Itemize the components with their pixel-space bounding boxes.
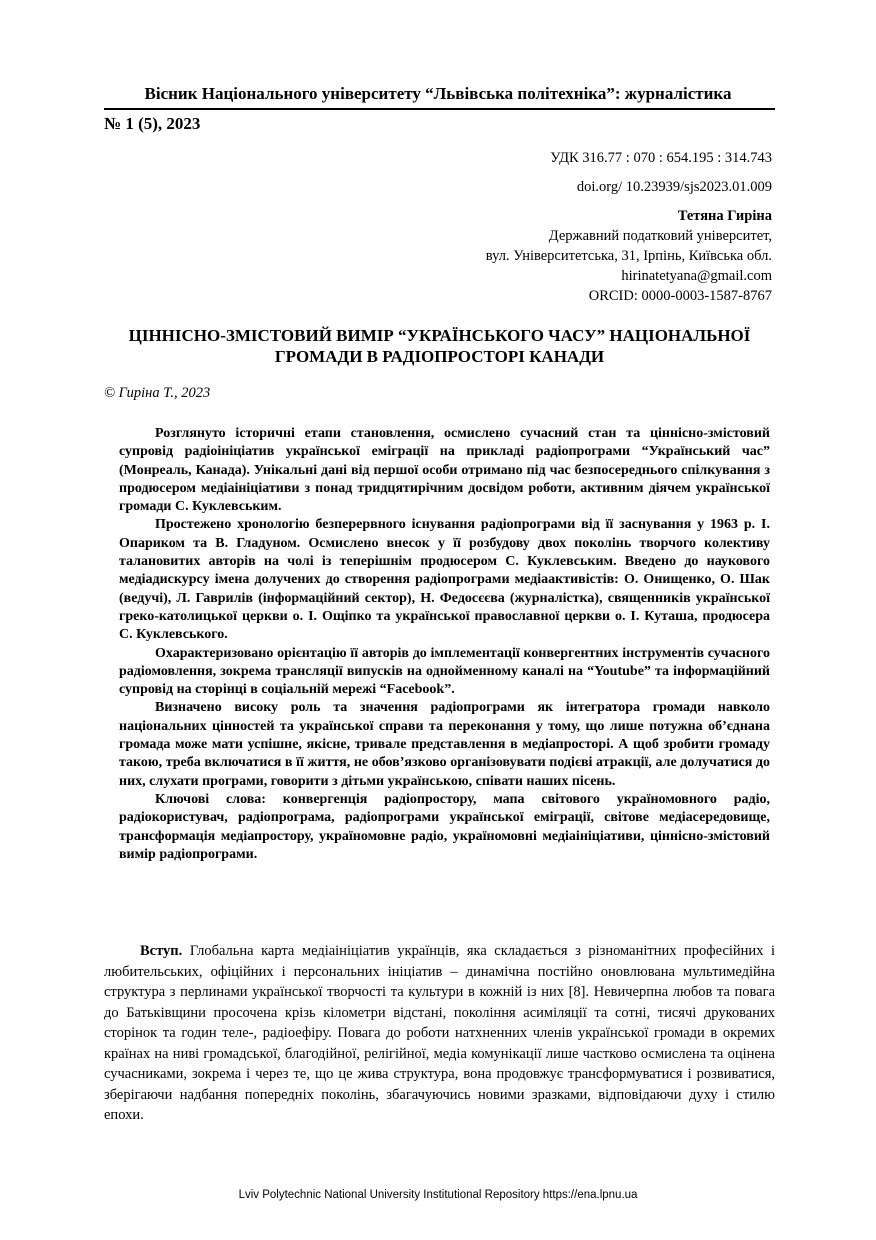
intro-label: Вступ. — [140, 943, 183, 959]
abstract-paragraph: Простежено хронологію безперервного існування радіопрограми від її заснування у 1963 р. І. Опариком та В. Гладуном. Осмислено внесок у її розбудову двох поколінь творчого колективу талановитих авторів на чолі із теперішнім продюсером С. Куклевським. Введено до наукового медіадискурсу імена долучених до створення радіопрограми медіаактивістів: О. Онищенко, О. Шак (ведучі), Л. Гаврилів (інформаційний сектор), Н. Федосєєва (журналістка), священників української греко-католицької церкви о. І. Ощіпко та української православної церкви о. І. Куташа, продюсера С. Куклевського. — [119, 517, 770, 643]
journal-title: Вісник Національного університету “Львівська політехніка”: журналістика — [144, 84, 732, 103]
intro-text: Глобальна карта медіаініціатив українців, яка складається з різноманітних професійних і любительських, офіційних і персональних ініціатив – динамічна постійно оновлювана мультимедійна структура з перлинами української творчості та культури в кожній із них [8]. Невичерпна любов та повага до Батьківщини просочена крізь кілометри відстані, покоління асиміляції та сотні, тисячі друкованих сторінок та годин теле-, радіоефіру. Повага до роботи натхненних членів української громади в окремих країнах на ниві громадської, благодійної, релігійної, медіа комунікації лише частково осмислена та оцінена сучасниками, зокрема і через те, що це жива структура, вона продовжує трансформуватися і розвиватися, зберігаючи надбання попередніх поколінь, збагачуючись новими зразками, відповідаючи духу і стилю епохи. — [104, 943, 775, 1123]
author-affiliation: Державний податковий університет, — [548, 228, 772, 244]
author-orcid[interactable]: ORCID: 0000-0003-1587-8767 — [588, 288, 772, 304]
abstract-paragraph: Охарактеризовано орієнтацію її авторів до імплементації конвергентних інструментів сучасного радіомовлення, зокрема трансляції випусків на однойменному каналі на “Youtube” та інформаційний супровід на сторінці в соціальній мережі “Facebook”. — [119, 645, 770, 698]
article-title — [104, 325, 775, 367]
author-block — [486, 206, 772, 306]
keywords-paragraph: Ключові слова: конвергенція радіопростору, мапа світового україномовного радіо, радіокористувач, радіопрограма, радіопрограми української еміграції, світове медіасередовище, трансформація медіапростору, україномовне радіо, україномовні медіаініціативи, ціннісно-змістовий вимір радіопрограми. — [119, 791, 770, 862]
issue-number: № 1 (5), 2023 — [104, 114, 201, 133]
introduction-section — [104, 941, 775, 1126]
copyright-note: © Гиріна Т., 2023 — [104, 385, 211, 401]
doi-link[interactable]: doi.org/ 10.23939/sjs2023.01.009 — [576, 179, 772, 195]
article-title-line: ГРОМАДИ В РАДІОПРОСТОРІ КАНАДИ — [274, 347, 605, 366]
abstract-paragraph: Визначено високу роль та значення радіопрограми як інтегратора громади навколо національних цінностей та української справи та переконання у тому, що лише потужна об’єднана громада може мати успішне, якісне, тривале представлення в медіапросторі. А щоб зробити громаду такою, треба включатися в її життя, не обов’язково організовувати подієві атракції, але долучатися до них, слухати програми, говорити з дітьми українською, співати наших пісень. — [119, 700, 770, 789]
article-title-line: ЦІННІСНО-ЗМІСТОВИЙ ВИМІР “УКРАЇНСЬКОГО ЧАСУ” НАЦІОНАЛЬНОЇ — [128, 326, 751, 345]
abstract — [119, 425, 770, 864]
abstract-paragraph: Розглянуто історичні етапи становлення, осмислено сучасний стан та ціннісно-змістовий супровід радіоініціатив української еміграції на прикладі радіопрограми “Український час” (Монреаль, Канада). Унікальні дані від першої особи отримано під час безпосереднього спілкування з продюсером медіаініціативи з понад тридцятирічним досвідом роботи, активним діячем української громади С. Куклевським. — [119, 426, 770, 515]
author-address: вул. Університетська, 31, Ірпінь, Київська обл. — [485, 248, 772, 264]
author-name: Тетяна Гиріна — [677, 208, 772, 224]
repository-footer: Lviv Polytechnic National University Institutional Repository https://ena.lpnu.ua — [238, 1189, 638, 1201]
udk-code: УДК 316.77 : 070 : 654.195 : 314.743 — [550, 150, 772, 166]
header-divider — [104, 108, 775, 110]
author-email[interactable]: hirinatetyana@gmail.com — [621, 268, 772, 284]
intro-paragraph — [104, 941, 775, 1126]
